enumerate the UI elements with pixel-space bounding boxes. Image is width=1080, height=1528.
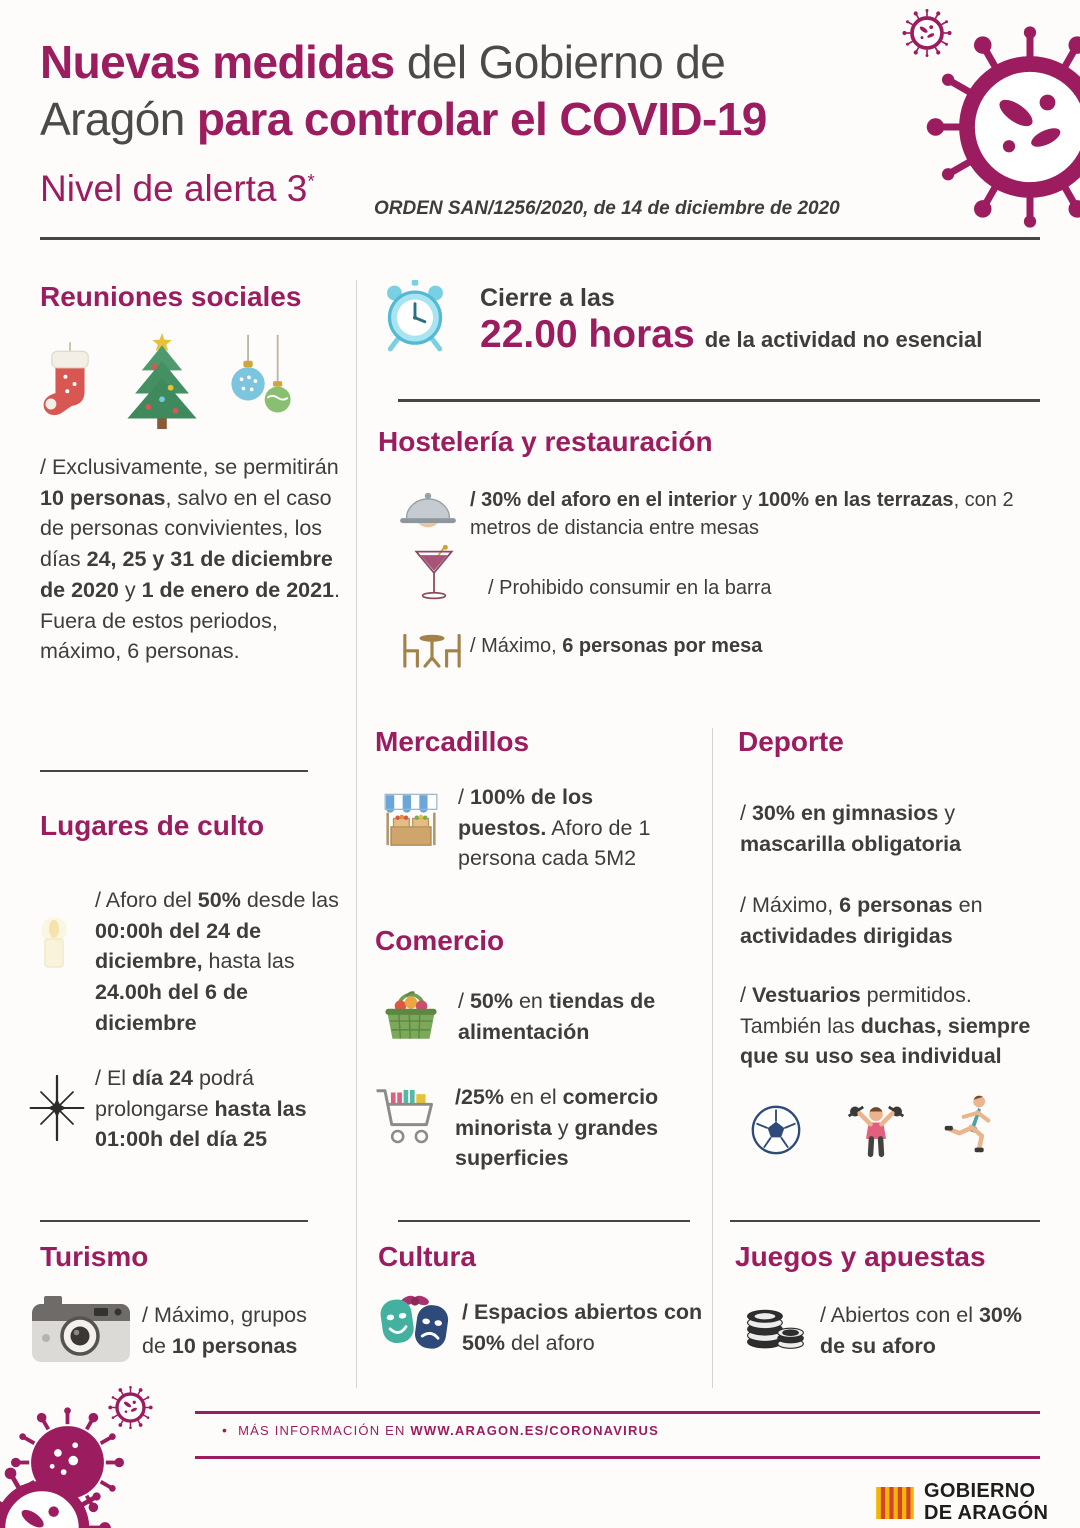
footer-divider-top <box>195 1411 1040 1414</box>
section-title-cultura: Cultura <box>378 1241 476 1272</box>
runner-icon <box>942 1092 1000 1158</box>
alarm-clock-icon <box>378 278 452 354</box>
divider <box>40 770 308 772</box>
market-stall-icon <box>381 790 441 852</box>
footer-bullet: • <box>222 1422 229 1438</box>
divider <box>40 1220 308 1222</box>
section-title-culto: Lugares de culto <box>40 810 265 841</box>
grocery-basket-icon <box>380 984 442 1044</box>
hosteleria-text-2: / Prohibido consumir en la barra <box>488 577 772 599</box>
vertical-divider <box>712 728 713 1388</box>
section-title-comercio: Comercio <box>375 925 505 956</box>
aragon-flag-icon <box>876 1487 914 1519</box>
soccer-ball-icon <box>750 1104 802 1156</box>
mercadillos-text: / 100% de los puestos. Aforo de 1 persona cada 5M2 <box>458 785 651 871</box>
comercio-text-2: /25% en el comercio minorista y grandes superficies <box>455 1085 659 1171</box>
closure-time: 22.00 horas <box>480 313 695 356</box>
logo-text <box>924 1481 1048 1524</box>
divider <box>730 1220 1040 1222</box>
page-title-line2: Aragón para controlar el COVID-19 <box>40 93 767 146</box>
camera-icon <box>30 1292 132 1366</box>
hosteleria-text-3: / Máximo, 6 personas por mesa <box>470 635 763 657</box>
section-title-reuniones: Reuniones sociales <box>40 281 302 312</box>
closure-notice <box>480 284 982 357</box>
section-title-mercadillos: Mercadillos <box>375 726 530 757</box>
serving-dish-icon <box>398 488 458 534</box>
alert-level: Nivel de alerta 3* <box>40 168 315 209</box>
deporte-text-2: / Máximo, 6 personas en actividades dirigidas <box>740 893 983 948</box>
section-title-turismo: Turismo <box>40 1241 149 1272</box>
christmas-icons-row <box>40 332 298 430</box>
candle-icon <box>22 912 86 976</box>
section-title-deporte: Deporte <box>738 726 844 757</box>
culto-text-1: / Aforo del 50% desde las 00:00h del 24 de diciembre, hasta las 24.00h del 6 de diciembre <box>95 888 339 1035</box>
alert-asterisk: * <box>307 171 315 193</box>
deporte-text-1: / 30% en gimnasios y mascarilla obligatoria <box>740 801 962 856</box>
virus-outline-icon <box>0 1458 112 1528</box>
christmas-ornaments-icon <box>224 334 298 430</box>
poker-chips-icon <box>743 1296 807 1353</box>
footer-info-line <box>222 1422 659 1438</box>
deporte-text-3: / Vestuarios permitidos. También las duchas, siempre que su uso sea individual <box>740 983 1031 1069</box>
gobierno-aragon-logo <box>876 1481 1048 1524</box>
header-divider <box>40 237 1040 240</box>
order-reference: ORDEN SAN/1256/2020, de 14 de diciembre de 2020 <box>374 198 840 219</box>
section-title-hosteleria: Hostelería y restauración <box>378 426 713 457</box>
weightlifter-icon <box>843 1096 909 1158</box>
closure-divider <box>398 399 1040 402</box>
footer-divider-bottom <box>195 1456 1040 1459</box>
cultura-text: / Espacios abiertos con 50% del aforo <box>462 1300 703 1355</box>
vertical-divider <box>356 280 357 1388</box>
christmas-tree-icon <box>120 332 204 430</box>
logo-line2: DE ARAGÓN <box>924 1501 1049 1524</box>
reuniones-body-text: / Exclusivamente, se permitirán 10 personas, salvo en el caso de personas convivientes, los días 24, 25 y 31 de diciembre de 2020 y 1 de enero de 2021. Fuera de estos periodos, máximo, 6 personas. <box>40 455 341 664</box>
turismo-text: / Máximo, grupos de 10 personas <box>142 1303 307 1358</box>
hosteleria-text-1: / 30% del aforo en el interior y 100% en las terrazas, con 2 metros de distancia entre mesas <box>470 489 1014 540</box>
divider <box>398 1220 690 1222</box>
section-title-juegos: Juegos y apuestas <box>735 1241 986 1272</box>
juegos-text: / Abiertos con el 30% de su aforo <box>820 1303 1022 1358</box>
star-icon <box>24 1075 90 1141</box>
culto-text-2: / El día 24 podrá prolongarse hasta las 01:00h del día 25 <box>95 1066 307 1152</box>
virus-large-icon <box>925 22 1080 232</box>
comercio-text-1: / 50% en tiendas de alimentación <box>458 989 656 1044</box>
shopping-cart-icon <box>374 1084 440 1150</box>
theater-masks-icon <box>374 1292 454 1356</box>
footer-info-text: MÁS INFORMACIÓN EN WWW.ARAGON.ES/CORONAVIRUS <box>238 1423 660 1438</box>
closure-intro: Cierre a las <box>480 284 615 312</box>
cocktail-glass-icon <box>412 540 456 610</box>
closure-line2 <box>480 313 982 357</box>
page-title-line1: Nuevas medidas del Gobierno de <box>40 36 726 88</box>
table-chairs-icon <box>400 626 464 670</box>
closure-rest: de la actividad no esencial <box>698 327 983 352</box>
page-title <box>40 34 767 148</box>
logo-line1: GOBIERNO <box>924 1480 1036 1502</box>
christmas-stocking-icon <box>40 338 100 430</box>
virus-small-outline-icon <box>108 1385 153 1430</box>
